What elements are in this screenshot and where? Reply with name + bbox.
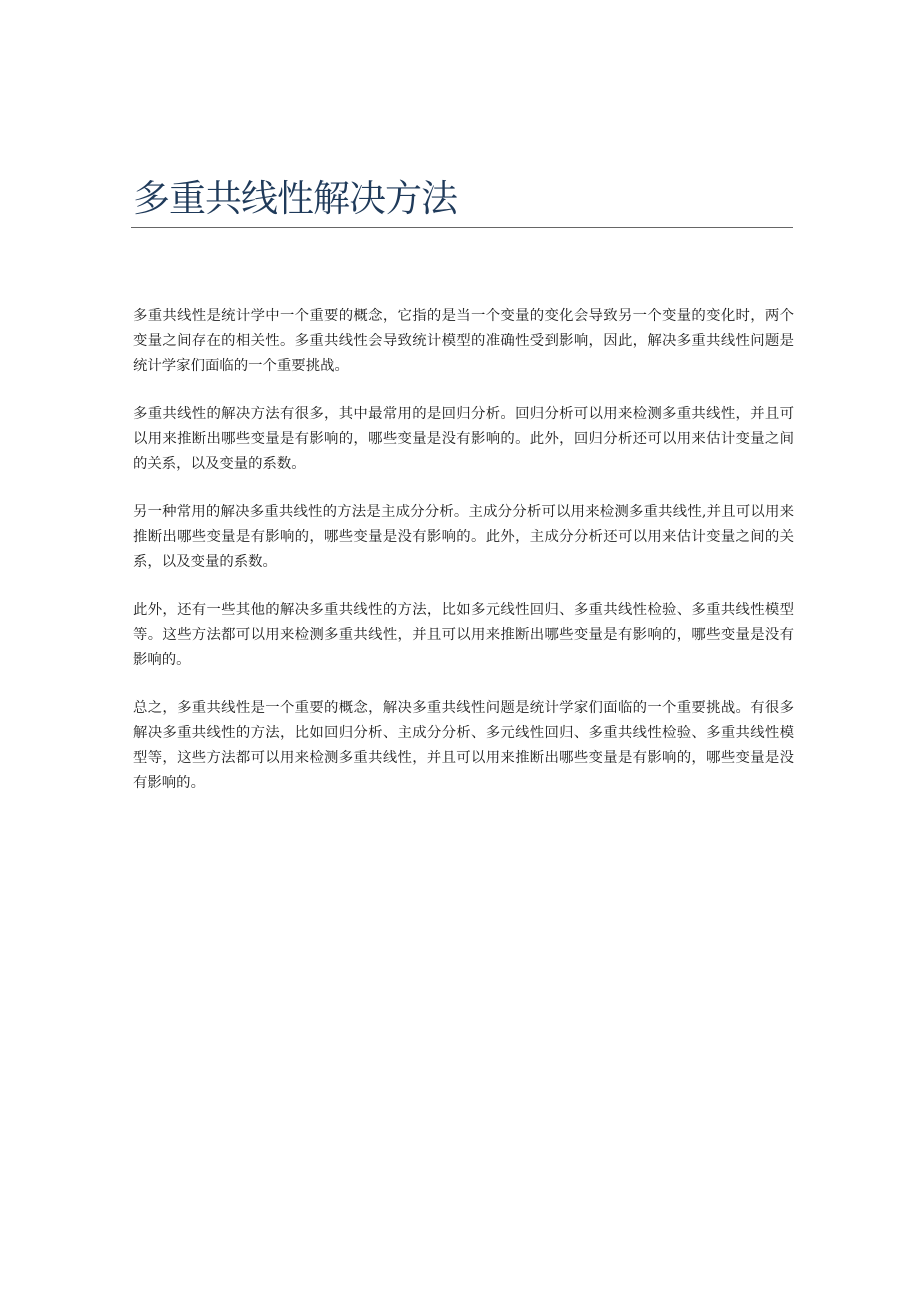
paragraph-regression-analysis: 多重共线性的解决方法有很多，其中最常用的是回归分析。回归分析可以用来检测多重共线性，并且可以用来推断出哪些变量是有影响的，哪些变量是没有影响的。此外，回归分析还可以用来估计变量之间的关系，以及变量的系数。 [133,406,794,472]
title-underline-divider [131,227,793,228]
paragraph-other-methods: 此外，还有一些其他的解决多重共线性的方法，比如多元线性回归、多重共线性检验、多重共线性模型等。这些方法都可以用来检测多重共线性，并且可以用来推断出哪些变量是有影响的，哪些变量是没有影响的。 [133,602,794,668]
document-body [133,304,794,819]
document-title: 多重共线性解决方法 [133,177,457,220]
paragraph-definition: 多重共线性是统计学中一个重要的概念，它指的是当一个变量的变化会导致另一个变量的变化时，两个变量之间存在的相关性。多重共线性会导致统计模型的准确性受到影响，因此，解决多重共线性问题是统计学家们面临的一个重要挑战。 [133,308,794,374]
paragraph-principal-component-analysis: 另一种常用的解决多重共线性的方法是主成分分析。主成分分析可以用来检测多重共线性,并且可以用来推断出哪些变量是有影响的，哪些变量是没有影响的。此外，主成分分析还可以用来估计变量之间的关系，以及变量的系数。 [133,504,794,570]
paragraph-conclusion: 总之，多重共线性是一个重要的概念，解决多重共线性问题是统计学家们面临的一个重要挑战。有很多解决多重共线性的方法，比如回归分析、主成分分析、多元线性回归、多重共线性检验、多重共线性模型等，这些方法都可以用来检测多重共线性，并且可以用来推断出哪些变量是有影响的，哪些变量是没有影响的。 [133,700,794,791]
